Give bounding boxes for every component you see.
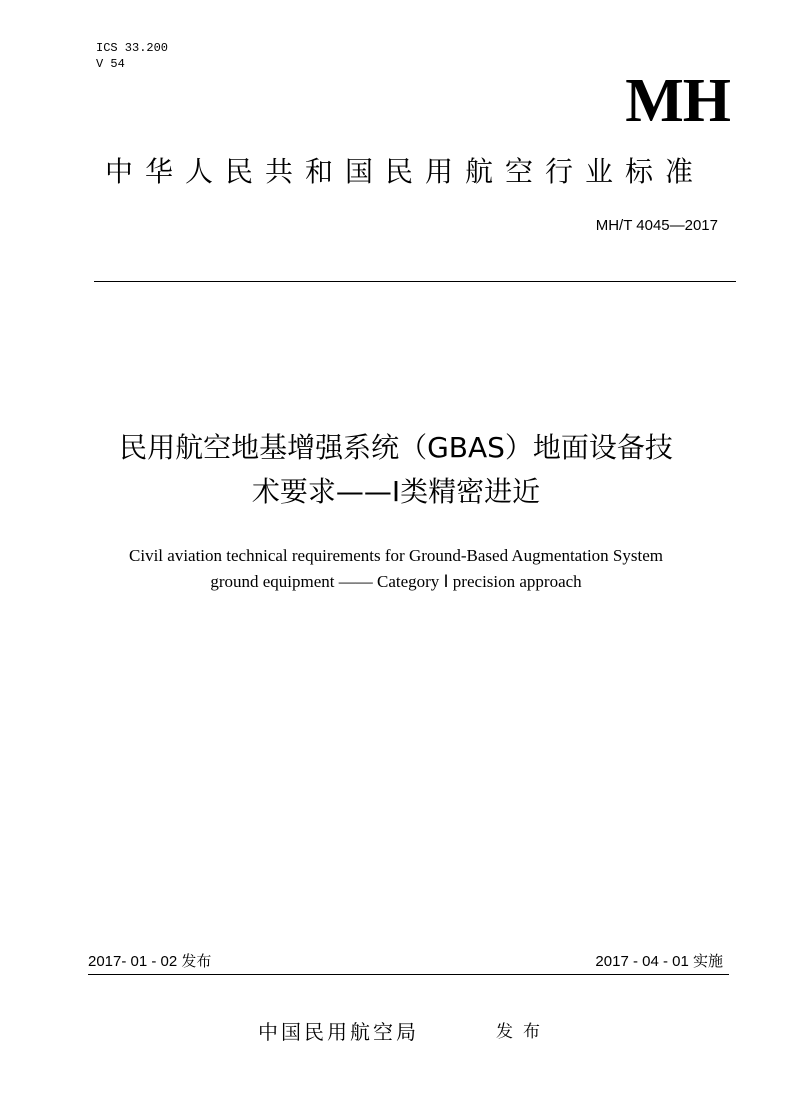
ics-code: ICS 33.200: [96, 41, 169, 55]
publisher-name: 中国民用航空局: [258, 1020, 419, 1044]
mh-logo: MH: [625, 67, 730, 135]
classification-code: V 54: [96, 57, 125, 71]
header-divider: [94, 281, 736, 282]
classification-block: [96, 40, 168, 72]
date-line: [88, 952, 729, 975]
issue-date: 2017- 01 - 02 发布: [88, 953, 212, 970]
document-title-zh-line2: 术要求——Ⅰ类精密进近: [251, 475, 541, 508]
publish-label: 发布: [496, 1022, 550, 1042]
implementation-date: 2017 - 04 - 01 实施: [595, 953, 723, 970]
document-title-zh-line1: 民用航空地基增强系统（GBAS）地面设备技: [119, 431, 673, 464]
document-title-zh: [40, 426, 752, 514]
standard-number: MH/T 4045—2017: [595, 217, 718, 234]
standard-category-title: 中华人民共和国民用航空行业标准: [104, 155, 705, 188]
document-title-en-line2: ground equipment —— Category Ⅰ precision approach: [210, 572, 582, 591]
document-title-en-line1: Civil aviation technical requirements for Ground-Based Augmentation System: [129, 546, 663, 565]
document-title-en: [40, 543, 752, 595]
